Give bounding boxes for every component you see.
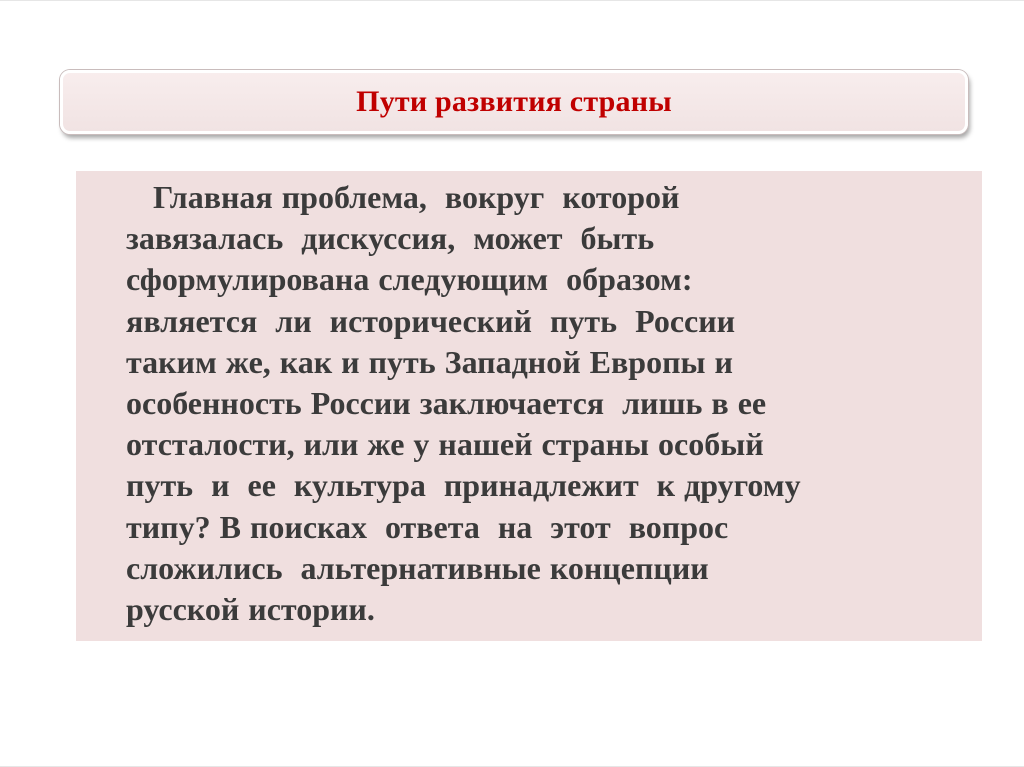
title-banner [60,70,968,134]
body-paragraph: Главная проблема, вокруг которой завязалась дискуссия, может быть сформулирована следующим образом: является ли исторический путь России таким же, как и путь Западной Европы и особенность России заключается лишь в ее отсталости, или же у нашей страны особый путь и ее культура принадлежит к другому типу? В поисках ответа на этот вопрос сложились альтернативные концепции русской истории. [126,179,801,628]
slide-top-border [0,0,1024,1]
slide-title: Пути развития страны [356,85,672,118]
